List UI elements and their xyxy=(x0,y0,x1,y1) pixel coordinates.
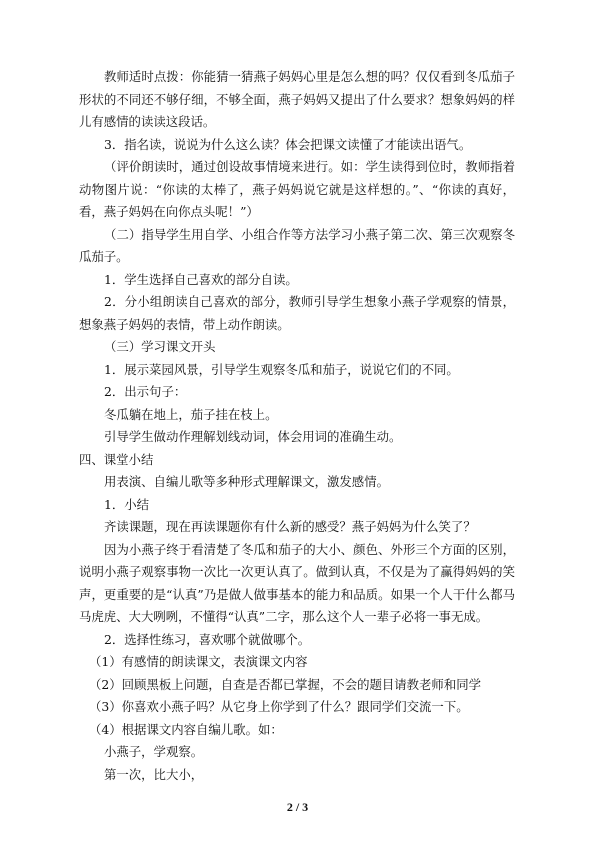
paragraph: （2）回顾黑板上问题，自查是否都已掌握，不会的题目请教老师和同学 xyxy=(89,676,481,692)
paragraph: 冬瓜躺在地上，茄子挂在枝上。 xyxy=(104,406,278,422)
paragraph: 第一次，比大小， xyxy=(104,766,204,782)
paragraph: 3．指名读，说说为什么这么读？体会把课文读懂了才能读出语气。 xyxy=(104,136,472,152)
paragraph: 齐读课题，现在再读课题你有什么新的感受？燕子妈妈为什么笑了？ xyxy=(104,519,476,534)
paragraph: 2．分小组朗读自己喜欢的部分，教师引导学生想象小燕子学观察的情景，想象燕子妈妈的表情，带上动作朗读。 xyxy=(79,294,515,332)
paragraph: 引导学生做动作理解划线动词，体会用词的准确生动。 xyxy=(104,429,402,444)
paragraph: 1．展示菜园风景，引导学生观察冬瓜和茄子，说说它们的不同。 xyxy=(104,361,459,377)
paragraph: （二）指导学生用自学、小组合作等方法学习小燕子第二次、第三次观察冬瓜茄子。 xyxy=(79,226,515,264)
paragraph: （评价朗读时，通过创设故事情境来进行。如：学生读得到位时，教师指着动物图片说：“你读的太棒了，燕子妈妈说它就是这样想的。”、“你读的真好，看，燕子妈妈在向你点头呢！”） xyxy=(79,159,515,219)
paragraph: 1．小结 xyxy=(104,496,150,512)
body-text xyxy=(79,66,515,786)
paragraph: （4）根据课文内容自编儿歌。如： xyxy=(89,721,283,737)
paragraph: 用表演、自编儿歌等多种形式理解课文，激发感情。 xyxy=(104,474,389,489)
paragraph: （3）你喜欢小燕子吗？从它身上你学到了什么？跟同学们交流一下。 xyxy=(89,699,469,714)
paragraph: 因为小燕子终于看清楚了冬瓜和茄子的大小、颜色、外形三个方面的区别，说明小燕子观察事物一次比一次更认真了。做到认真，不仅是为了赢得妈妈的笑声，更重要的是“认真”乃是做人做事基本的能力和品质。如果一个人干什么都马马虎虎、大大咧咧，不懂得“认真”二字，那么这个人一辈子必将一事无成。 xyxy=(79,541,515,624)
paragraph: 教师适时点拨：你能猜一猜燕子妈妈心里是怎么想的吗？仅仅看到冬瓜茄子形状的不同还不够仔细，不够全面，燕子妈妈又提出了什么要求？想象妈妈的样儿有感情的读读这段话。 xyxy=(79,69,515,129)
paragraph: （三）学习课文开头 xyxy=(104,339,216,354)
paragraph: 小燕子，学观察。 xyxy=(104,744,204,759)
paragraph: 四、课堂小结 xyxy=(79,451,154,467)
paragraph: （1）有感情的朗读课文，表演课文内容 xyxy=(89,654,308,669)
page-number: 2 / 3 xyxy=(286,800,309,814)
paragraph: 2．选择性练习，喜欢哪个就做哪个。 xyxy=(104,631,311,647)
paragraph: 1．学生选择自己喜欢的部分自读。 xyxy=(104,271,298,287)
paragraph: 2．出示句子： xyxy=(104,384,187,399)
